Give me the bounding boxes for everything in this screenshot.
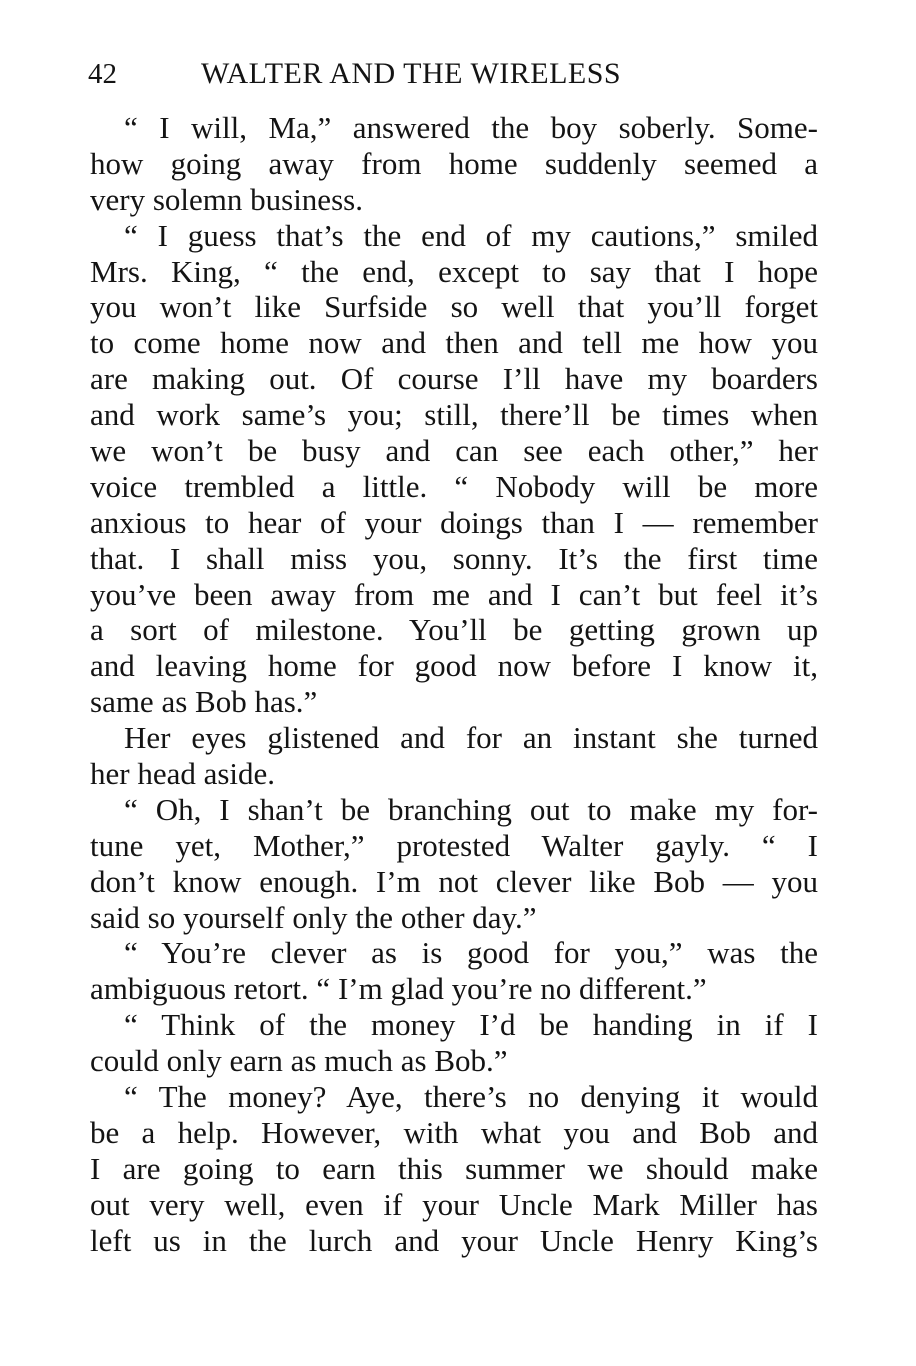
text-line: a sort of milestone. You’ll be getting grown up xyxy=(90,612,818,648)
text-line: “ Think of the money I’d be handing in if I xyxy=(124,1007,818,1043)
body-text xyxy=(90,110,818,1259)
text-line: don’t know enough. I’m not clever like Bob — you xyxy=(90,863,818,899)
text-line: be a help. However, with what you and Bob and xyxy=(90,1114,818,1150)
text-line: I are going to earn this summer we should make xyxy=(90,1150,818,1186)
text-line: “ I guess that’s the end of my cautions,” smiled xyxy=(124,217,818,253)
text-line: same as Bob has.” xyxy=(90,684,318,720)
text-line: anxious to hear of your doings than I — remember xyxy=(90,504,818,540)
text-line: to come home now and then and tell me how you xyxy=(90,325,818,361)
text-line: her head aside. xyxy=(90,756,276,792)
text-line: voice trembled a little. “ Nobody will be more xyxy=(90,468,818,504)
text-line: “ I will, Ma,” answered the boy soberly. Some- xyxy=(124,110,818,145)
text-line: Mrs. King, “ the end, except to say that I hope xyxy=(90,253,818,289)
text-line: said so yourself only the other day.” xyxy=(90,899,537,935)
text-line: “ You’re clever as is good for you,” was the xyxy=(124,935,818,971)
text-line: left us in the lurch and your Uncle Henry King’s xyxy=(90,1222,818,1258)
text-line: are making out. Of course I’ll have my boarders xyxy=(90,361,818,397)
text-line: you’ve been away from me and I can’t but feel it’s xyxy=(90,576,818,612)
page-number: 42 xyxy=(88,58,117,90)
text-line: tune yet, Mother,” protested Walter gayly. “ I xyxy=(90,827,818,863)
text-line: you won’t like Surfside so well that you’ll forget xyxy=(90,289,818,325)
text-line: how going away from home suddenly seemed a xyxy=(90,145,818,181)
page-header xyxy=(88,54,828,94)
text-line: “ Oh, I shan’t be branching out to make my for- xyxy=(124,791,818,827)
text-line: “ The money? Aye, there’s no denying it would xyxy=(124,1079,818,1115)
text-line: and leaving home for good now before I know it, xyxy=(90,648,818,684)
text-line: we won’t be busy and can see each other,” her xyxy=(90,433,818,469)
text-line: could only earn as much as Bob.” xyxy=(90,1043,508,1079)
text-line: and work same’s you; still, there’ll be times when xyxy=(90,397,818,433)
text-line: out very well, even if your Uncle Mark Miller has xyxy=(90,1186,818,1222)
text-line: ambiguous retort. “ I’m glad you’re no different.” xyxy=(90,971,707,1007)
text-line: Her eyes glistened and for an instant she turned xyxy=(124,720,818,756)
running-title: WALTER AND THE WIRELESS xyxy=(201,57,622,90)
text-line: very solemn business. xyxy=(90,181,363,217)
text-line: that. I shall miss you, sonny. It’s the first time xyxy=(90,540,818,576)
